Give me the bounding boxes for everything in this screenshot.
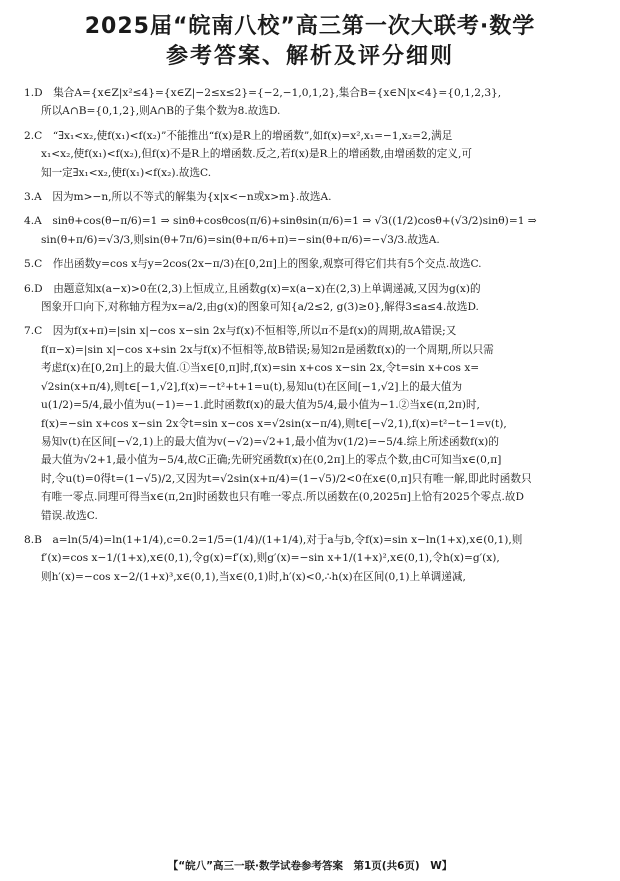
- answer-line: 1.D 集合A={x∈Z|x²≤4}={x∈Z|−2≤x≤2}={−2,−1,0,1,2},集合B={x∈N|x<4}={0,1,2,3},: [24, 87, 502, 99]
- answer-line: 则h′(x)=−cos x−2/(1+x)³,x∈(0,1),当x∈(0,1)时,h′(x)<0,∴h(x)在区间(0,1)上单调递减,: [41, 570, 466, 583]
- answer-line: f′(x)=cos x−1/(1+x),x∈(0,1),令g(x)=f′(x),则g′(x)=−sin x+1/(1+x)²,x∈(0,1),令h(x)=g′(x),: [41, 552, 500, 565]
- answer-8: [24, 531, 596, 586]
- answer-line: 6.D 由题意知x(a−x)>0在(2,3)上恒成立,且函数g(x)=x(a−x)在(2,3)上单调递减,又因为g(x)的: [24, 282, 481, 295]
- answer-6: [24, 280, 596, 317]
- answer-line: 7.C 因为f(x+π)=|sin x|−cos x−sin 2x与f(x)不恒相等,所以π不是f(x)的周期,故A错误;又: [24, 325, 457, 338]
- answer-line: 所以A∩B={0,1,2},则A∩B的子集个数为8.故选D.: [41, 105, 281, 118]
- answer-line: 图象开口向下,对称轴方程为x=a/2,由g(x)的图象可知{a/2≤2, g(3)≥0},解得3≤a≤4.故选D.: [41, 301, 479, 314]
- document-subtitle: 参考答案、解析及评分细则: [165, 44, 454, 69]
- answer-line: u(1/2)=5/4,最小值为u(−1)=−1.此时函数f(x)的最大值为5/4,最小值为−1.②当x∈(π,2π)时,: [41, 399, 480, 412]
- answer-line: 4.A sinθ+cos(θ−π/6)=1 ⇒ sinθ+cosθcos(π/6)+sinθsin(π/6)=1 ⇒ √3((1/2)cosθ+(√3/2)sinθ)=1 ⇒: [24, 215, 537, 228]
- answer-line: f(π−x)=|sin x|−cos x+sin 2x与f(x)不恒相等,故B错误;易知2π是函数f(x)的一个周期,所以只需: [41, 343, 494, 356]
- answer-5: [24, 255, 596, 273]
- answer-4: [24, 212, 596, 249]
- answer-3: [24, 188, 596, 206]
- answer-line: 2.C “∃x₁<x₂,使f(x₁)<f(x₂)”不能推出“f(x)是R上的增函数”,如f(x)=x²,x₁=−1,x₂=2,满足: [24, 129, 453, 142]
- answer-line: 有唯一零点.同理可得当x∈(π,2π]时函数也只有唯一零点.所以函数在(0,2025π]上恰有2025个零点.故D: [41, 491, 524, 504]
- answer-line: √2sin(x+π/4),则t∈[−1,√2],f(x)=−t²+t+1=u(t),易知u(t)在区间[−1,√2]上的最大值为: [41, 380, 463, 393]
- answer-line: x₁<x₂,使f(x₁)<f(x₂),但f(x)不是R上的增函数.反之,若f(x)是R上的增函数,由增函数的定义,可: [41, 148, 472, 161]
- answer-list: [24, 84, 596, 586]
- answer-line: 3.A 因为m>−n,所以不等式的解集为{x|x<−n或x>m}.故选A.: [24, 191, 332, 204]
- page-footer: 【“皖八”高三一联·数学试卷参考答案 第1页(共6页) W】: [167, 860, 453, 872]
- answer-line: 易知v(t)在区间[−√2,1)上的最大值为v(−√2)=√2+1,最小值为v(1/2)=−5/4.综上所述函数f(x)的: [41, 435, 499, 448]
- answer-line: 时,令u(t)=0得t=(1−√5)/2,又因为t=√2sin(x+π/4)=(1−√5)/2<0在x∈(0,π]只有唯一解,即此时函数只: [41, 472, 532, 485]
- answer-line: sin(θ+π/6)=√3/3,则sin(θ+7π/6)=sin(θ+π/6+π)=−sin(θ+π/6)=−√3/3.故选A.: [41, 233, 440, 246]
- answer-line: 8.B a=ln(5/4)=ln(1+1/4),c=0.2=1/5=(1/4)/(1+1/4),对于a与b,令f(x)=sin x−ln(1+x),x∈(0,1),则: [24, 533, 523, 546]
- answer-line: 考虑f(x)在[0,2π]上的最大值.①当x∈[0,π]时,f(x)=sin x+cos x−sin 2x,令t=sin x+cos x=: [41, 362, 480, 375]
- answer-line: 知一定∃x₁<x₂,使f(x₁)<f(x₂).故选C.: [41, 166, 212, 179]
- answer-line: 错误.故选C.: [41, 509, 98, 522]
- answer-line: 最大值为√2+1,最小值为−5/4,故C正确;先研究函数f(x)在(0,2π]上的零点个数,由C可知当x∈(0,π]: [41, 454, 502, 467]
- document-title: 2025届“皖南八校”高三第一次大联考·数学: [84, 14, 536, 39]
- answer-2: [24, 127, 596, 182]
- answer-line: 5.C 作出函数y=cos x与y=2cos(2x−π/3)在[0,2π]上的图象,观察可得它们共有5个交点.故选C.: [24, 258, 482, 271]
- answer-line: f(x)=−sin x+cos x−sin 2x令t=sin x−cos x=√2sin(x−π/4),则t∈[−√2,1),f(x)=t²−t−1=v(t),: [41, 417, 507, 430]
- answer-1: [24, 84, 596, 121]
- answer-7: [24, 322, 596, 524]
